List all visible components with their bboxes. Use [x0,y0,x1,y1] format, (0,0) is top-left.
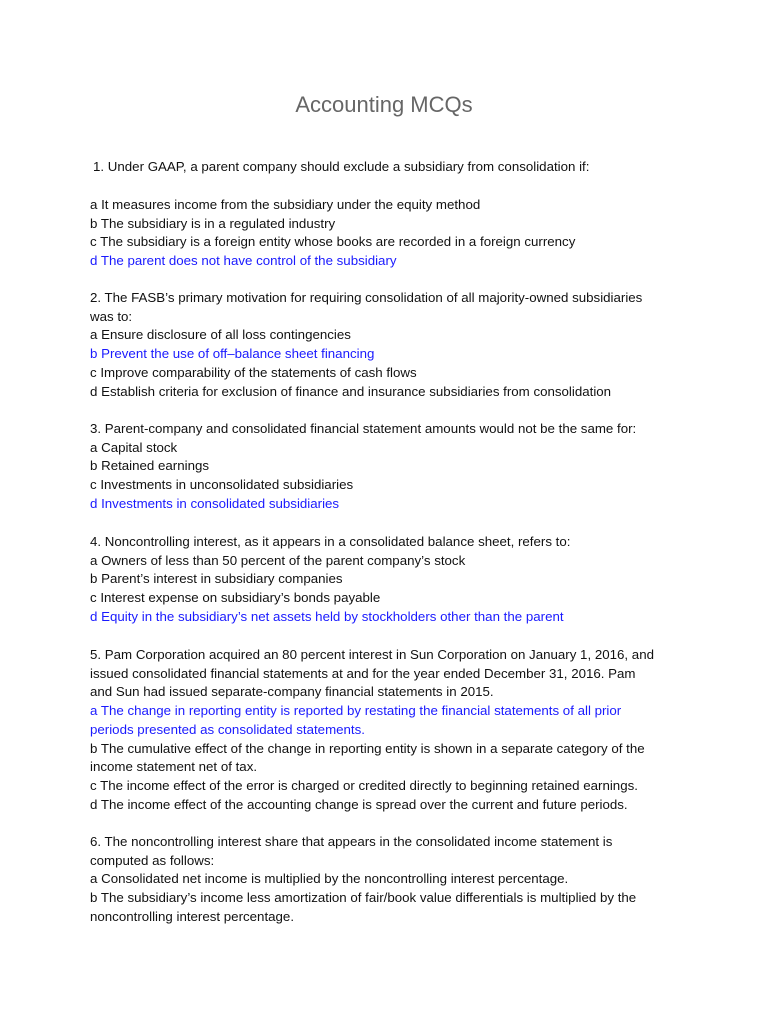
option-a: a Capital stock [90,439,178,455]
option-b: b The subsidiary’s income less amortization of fair/book value differentials is multiplied by the [90,890,637,906]
question-stem-line: and Sun had issued separate-company financial statements in 2015. [90,684,494,700]
option-a: a Owners of less than 50 percent of the parent company’s stock [90,552,466,568]
option-a: a Consolidated net income is multiplied by the noncontrolling interest percentage. [90,871,569,887]
question-stem-line: 6. The noncontrolling interest share that appears in the consolidated income statement is [90,834,613,849]
question-1-options [90,196,700,271]
option-a: a It measures income from the subsidiary under the equity method [90,197,481,212]
option-b-correct-answer: b Prevent the use of off–balance sheet financing [90,346,375,362]
question-stem-line: 5. Pam Corporation acquired an 80 percent interest in Sun Corporation on January 1, 2016, and [90,647,654,662]
option-b-continued: noncontrolling interest percentage. [90,908,295,924]
option-b-continued: income statement net of tax. [90,759,258,775]
question-6 [90,833,700,927]
question-3 [90,420,700,514]
option-d-correct-answer: d The parent does not have control of the subsidiary [90,253,397,269]
document-title: Accounting MCQs [295,92,473,117]
question-stem: 3. Parent-company and consolidated financial statement amounts would not be the same for: [90,421,637,436]
question-5 [90,646,700,814]
option-d-correct-answer: d Investments in consolidated subsidiaries [90,495,340,511]
option-c: c The subsidiary is a foreign entity whose books are recorded in a foreign currency [90,234,576,250]
question-stem: 4. Noncontrolling interest, as it appears in a consolidated balance sheet, refers to: [90,534,571,549]
option-c: c Interest expense on subsidiary’s bonds payable [90,590,381,606]
option-a: a Ensure disclosure of all loss contingencies [90,327,351,343]
option-d: d Establish criteria for exclusion of finance and insurance subsidiaries from consolidation [90,383,612,399]
option-c: c The income effect of the error is charged or credited directly to beginning retained earnings. [90,777,638,793]
question-stem-line: computed as follows: [90,852,215,868]
option-a-correct-answer-continued: periods presented as consolidated statements. [90,721,365,737]
question-1-stem [93,158,703,177]
option-c: c Investments in unconsolidated subsidiaries [90,477,354,493]
option-c: c Improve comparability of the statements of cash flows [90,364,417,380]
question-stem: 1. Under GAAP, a parent company should exclude a subsidiary from consolidation if: [93,159,590,174]
question-stem-line: 2. The FASB’s primary motivation for requiring consolidation of all majority-owned subsidiaries [90,290,643,305]
option-d: d The income effect of the accounting change is spread over the current and future periods. [90,796,628,812]
question-stem-line: was to: [90,308,133,324]
option-b: b The subsidiary is in a regulated industry [90,215,336,231]
option-b: b Retained earnings [90,458,210,474]
option-a-correct-answer: a The change in reporting entity is reported by restating the financial statements of all prior [90,703,622,719]
question-4 [90,533,700,627]
option-b: b The cumulative effect of the change in reporting entity is shown in a separate category of the [90,740,645,756]
option-d-correct-answer: d Equity in the subsidiary’s net assets held by stockholders other than the parent [90,608,564,624]
question-2 [90,289,700,401]
option-b: b Parent’s interest in subsidiary companies [90,571,343,587]
question-stem-line: issued consolidated financial statements at and for the year ended December 31, 2016. Pam [90,665,636,681]
